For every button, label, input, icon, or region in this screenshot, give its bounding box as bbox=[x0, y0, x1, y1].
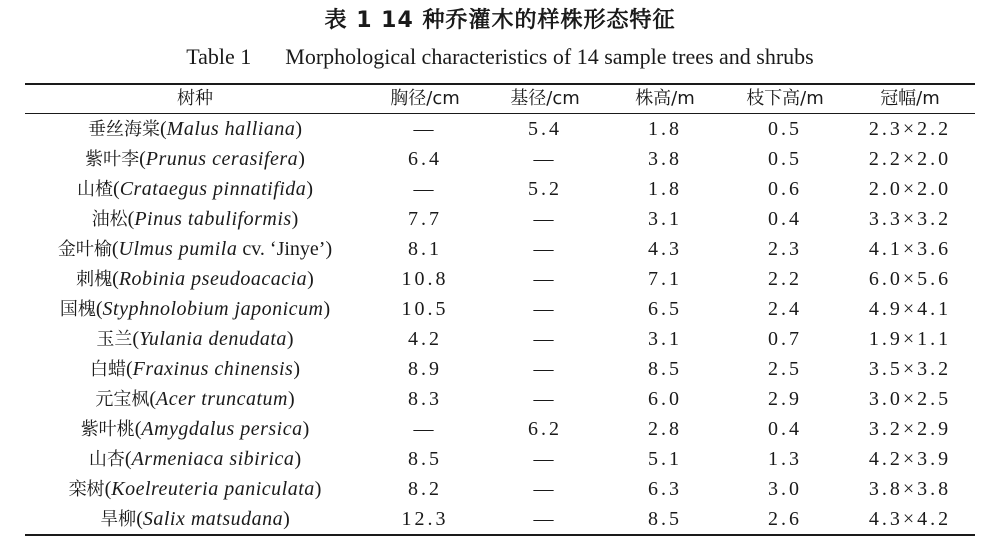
cell-dbh: 12.3 bbox=[401, 508, 449, 530]
species-latin-name: Robinia pseudoacacia bbox=[118, 268, 308, 290]
species-chinese-name: 油松 bbox=[91, 209, 128, 230]
species-latin-name: Ulmus pumila bbox=[118, 238, 238, 260]
cell-crown-width: 3.8×3.8 bbox=[868, 478, 952, 500]
species-latin-name: Pinus tabuliformis bbox=[134, 208, 292, 230]
table-row bbox=[25, 444, 975, 474]
cell-height: 1.8 bbox=[648, 178, 682, 200]
cell-crown-width: 4.3×4.2 bbox=[868, 508, 952, 530]
cell-base-diameter: — bbox=[533, 478, 557, 500]
cell-height: 6.5 bbox=[648, 298, 682, 320]
table-row bbox=[25, 144, 975, 174]
cell-crown-width: 2.3×2.2 bbox=[868, 118, 952, 140]
close-paren: ) bbox=[306, 178, 313, 200]
cell-clear-bole-height: 2.9 bbox=[768, 388, 802, 410]
cell-base-diameter: — bbox=[533, 148, 557, 170]
cell-base-diameter: 6.2 bbox=[528, 418, 562, 440]
cell-species bbox=[25, 204, 365, 234]
table-row bbox=[25, 354, 975, 384]
table-row bbox=[25, 384, 975, 414]
cell-clear-bole-height: 2.6 bbox=[768, 508, 802, 530]
table-row bbox=[25, 414, 975, 444]
species-chinese-name: 玉兰 bbox=[96, 329, 133, 350]
species-latin-name: Amygdalus persica bbox=[141, 418, 303, 440]
open-paren: ( bbox=[113, 178, 120, 200]
cell-base-diameter: — bbox=[533, 238, 557, 260]
open-paren: ( bbox=[149, 388, 156, 410]
open-paren: ( bbox=[104, 478, 112, 500]
species-chinese-name: 金叶榆 bbox=[57, 239, 112, 260]
header-clear-bole-height: 枝下高/m bbox=[746, 88, 824, 109]
cell-dbh: 8.2 bbox=[408, 478, 442, 500]
table-caption-text: Morphological characteristics of 14 sample trees and shrubs bbox=[285, 44, 814, 69]
cell-crown-width: 2.0×2.0 bbox=[868, 178, 952, 200]
cell-dbh: 10.5 bbox=[401, 298, 449, 320]
close-paren: ) bbox=[286, 328, 294, 350]
cell-crown-width: 3.3×3.2 bbox=[868, 208, 952, 230]
cell-species bbox=[25, 384, 365, 414]
cell-species bbox=[25, 414, 365, 444]
cell-height: 4.3 bbox=[648, 238, 682, 260]
cell-height: 2.8 bbox=[648, 418, 682, 440]
open-paren: ( bbox=[111, 238, 119, 260]
close-paren: ) bbox=[323, 298, 331, 320]
cell-dbh: 10.8 bbox=[401, 268, 449, 290]
cell-clear-bole-height: 1.3 bbox=[768, 448, 802, 470]
species-chinese-name: 刺槐 bbox=[76, 269, 113, 290]
cell-species bbox=[25, 234, 365, 264]
cell-clear-bole-height: 0.4 bbox=[768, 418, 802, 440]
cell-dbh: 8.5 bbox=[408, 448, 442, 470]
cell-crown-width: 3.2×2.9 bbox=[868, 418, 952, 440]
table-row bbox=[25, 264, 975, 294]
open-paren: ( bbox=[159, 118, 167, 140]
species-latin-name: Salix matsudana bbox=[142, 508, 284, 530]
cell-species bbox=[25, 144, 365, 174]
cell-height: 6.3 bbox=[648, 478, 682, 500]
cell-base-diameter: — bbox=[533, 358, 557, 380]
species-chinese-name: 栾树 bbox=[68, 479, 105, 500]
cell-height: 7.1 bbox=[648, 268, 682, 290]
species-chinese-name: 旱柳 bbox=[100, 509, 137, 530]
close-paren: ) bbox=[283, 508, 290, 530]
cell-height: 3.1 bbox=[648, 328, 682, 350]
header-dbh: 胸径/cm bbox=[390, 88, 460, 109]
species-chinese-name: 紫叶李 bbox=[85, 149, 140, 170]
species-chinese-name: 白蜡 bbox=[90, 359, 126, 380]
cell-crown-width: 4.2×3.9 bbox=[868, 448, 952, 470]
species-latin-name: Fraxinus chinensis bbox=[132, 358, 294, 380]
cell-species bbox=[25, 504, 365, 534]
species-latin-name: Crataegus pinnatifida bbox=[119, 178, 307, 200]
species-chinese-name: 国槐 bbox=[59, 299, 96, 320]
cell-clear-bole-height: 2.3 bbox=[768, 238, 802, 260]
close-paren: ) bbox=[287, 388, 295, 410]
cell-species bbox=[25, 354, 365, 384]
cell-clear-bole-height: 0.7 bbox=[768, 328, 802, 350]
close-paren: ) bbox=[314, 478, 322, 500]
cell-height: 8.5 bbox=[648, 358, 682, 380]
species-latin-name: Malus halliana bbox=[166, 118, 296, 140]
cell-dbh: 8.9 bbox=[408, 358, 442, 380]
species-latin-name: Yulania denudata bbox=[139, 328, 287, 350]
cell-species bbox=[25, 474, 365, 504]
cell-species bbox=[25, 264, 365, 294]
header-height: 株高/m bbox=[635, 88, 695, 109]
cell-crown-width: 4.9×4.1 bbox=[868, 298, 952, 320]
table-row bbox=[25, 174, 975, 204]
cell-crown-width: 4.1×3.6 bbox=[868, 238, 952, 260]
cell-base-diameter: — bbox=[533, 508, 557, 530]
open-paren: ( bbox=[124, 448, 132, 470]
cell-clear-bole-height: 3.0 bbox=[768, 478, 802, 500]
table-row bbox=[25, 504, 975, 534]
open-paren: ( bbox=[112, 268, 119, 290]
cell-clear-bole-height: 2.4 bbox=[768, 298, 802, 320]
close-paren: ) bbox=[295, 118, 302, 140]
open-paren: ( bbox=[134, 418, 142, 440]
cell-dbh: 8.3 bbox=[408, 388, 442, 410]
cell-dbh: 7.7 bbox=[408, 208, 442, 230]
cell-dbh: 4.2 bbox=[408, 328, 442, 350]
species-chinese-name: 元宝枫 bbox=[95, 389, 150, 410]
cell-species bbox=[25, 324, 365, 354]
cell-dbh: 8.1 bbox=[408, 238, 442, 260]
species-latin-name: Koelreuteria paniculata bbox=[111, 478, 315, 500]
close-paren: ) bbox=[293, 358, 300, 380]
species-chinese-name: 山楂 bbox=[77, 179, 114, 200]
cell-clear-bole-height: 0.5 bbox=[768, 118, 802, 140]
close-paren: ) bbox=[307, 268, 314, 290]
table-row bbox=[25, 204, 975, 234]
cell-dbh: — bbox=[413, 178, 437, 200]
close-paren: ) bbox=[291, 208, 299, 230]
cell-crown-width: 1.9×1.1 bbox=[868, 328, 952, 350]
cell-height: 5.1 bbox=[648, 448, 682, 470]
header-species: 树种 bbox=[177, 88, 213, 109]
cell-crown-width: 6.0×5.6 bbox=[868, 268, 952, 290]
cell-crown-width: 2.2×2.0 bbox=[868, 148, 952, 170]
table-header-row bbox=[25, 84, 975, 114]
open-paren: ( bbox=[136, 508, 143, 530]
cell-clear-bole-height: 2.5 bbox=[768, 358, 802, 380]
cell-height: 3.1 bbox=[648, 208, 682, 230]
open-paren: ( bbox=[127, 208, 135, 230]
species-latin-name: Prunus cerasifera bbox=[145, 148, 299, 170]
open-paren: ( bbox=[139, 148, 146, 170]
header-crown-width: 冠幅/m bbox=[880, 88, 940, 109]
cell-species bbox=[25, 174, 365, 204]
table-row bbox=[25, 234, 975, 264]
close-paren: ) bbox=[302, 418, 310, 440]
table-row bbox=[25, 114, 975, 144]
species-latin-name: Styphnolobium japonicum bbox=[102, 298, 324, 320]
cell-base-diameter: — bbox=[533, 388, 557, 410]
open-paren: ( bbox=[132, 328, 140, 350]
cell-clear-bole-height: 0.4 bbox=[768, 208, 802, 230]
species-chinese-name: 山杏 bbox=[88, 449, 125, 470]
cell-base-diameter: — bbox=[533, 448, 557, 470]
table-caption-chinese: 表 1 14 种乔灌木的样株形态特征 bbox=[324, 8, 676, 33]
table-row bbox=[25, 324, 975, 354]
cell-clear-bole-height: 0.5 bbox=[768, 148, 802, 170]
cell-base-diameter: — bbox=[533, 328, 557, 350]
cell-dbh: 6.4 bbox=[408, 148, 442, 170]
cell-species bbox=[25, 444, 365, 474]
cell-height: 8.5 bbox=[648, 508, 682, 530]
cell-species bbox=[25, 114, 365, 144]
species-chinese-name: 垂丝海棠 bbox=[87, 119, 160, 140]
cell-height: 3.8 bbox=[648, 148, 682, 170]
header-base-diameter: 基径/cm bbox=[510, 88, 580, 109]
cell-base-diameter: — bbox=[533, 298, 557, 320]
table-caption-english bbox=[0, 42, 1000, 72]
cell-base-diameter: 5.2 bbox=[528, 178, 562, 200]
table-row bbox=[25, 294, 975, 324]
close-paren: ) bbox=[298, 148, 305, 170]
close-paren: ) bbox=[294, 448, 302, 470]
table-row bbox=[25, 474, 975, 504]
cell-base-diameter: 5.4 bbox=[528, 118, 562, 140]
cell-height: 6.0 bbox=[648, 388, 682, 410]
cell-dbh: — bbox=[413, 118, 437, 140]
close-paren: ) bbox=[325, 238, 333, 260]
table-bottom-rule bbox=[25, 534, 975, 536]
cell-base-diameter: — bbox=[533, 208, 557, 230]
species-latin-name: Acer truncatum bbox=[156, 388, 288, 410]
species-cultivar: cv. ‘Jinye’ bbox=[237, 238, 326, 260]
cell-base-diameter: — bbox=[533, 268, 557, 290]
cell-height: 1.8 bbox=[648, 118, 682, 140]
species-latin-name: Armeniaca sibirica bbox=[131, 448, 295, 470]
cell-crown-width: 3.0×2.5 bbox=[868, 388, 952, 410]
cell-crown-width: 3.5×3.2 bbox=[868, 358, 952, 380]
cell-species bbox=[25, 294, 365, 324]
open-paren: ( bbox=[95, 298, 103, 320]
cell-dbh: — bbox=[413, 418, 437, 440]
table-number-label: Table 1 bbox=[186, 44, 252, 69]
species-chinese-name: 紫叶桃 bbox=[80, 419, 135, 440]
open-paren: ( bbox=[126, 358, 133, 380]
cell-clear-bole-height: 0.6 bbox=[768, 178, 802, 200]
cell-clear-bole-height: 2.2 bbox=[768, 268, 802, 290]
